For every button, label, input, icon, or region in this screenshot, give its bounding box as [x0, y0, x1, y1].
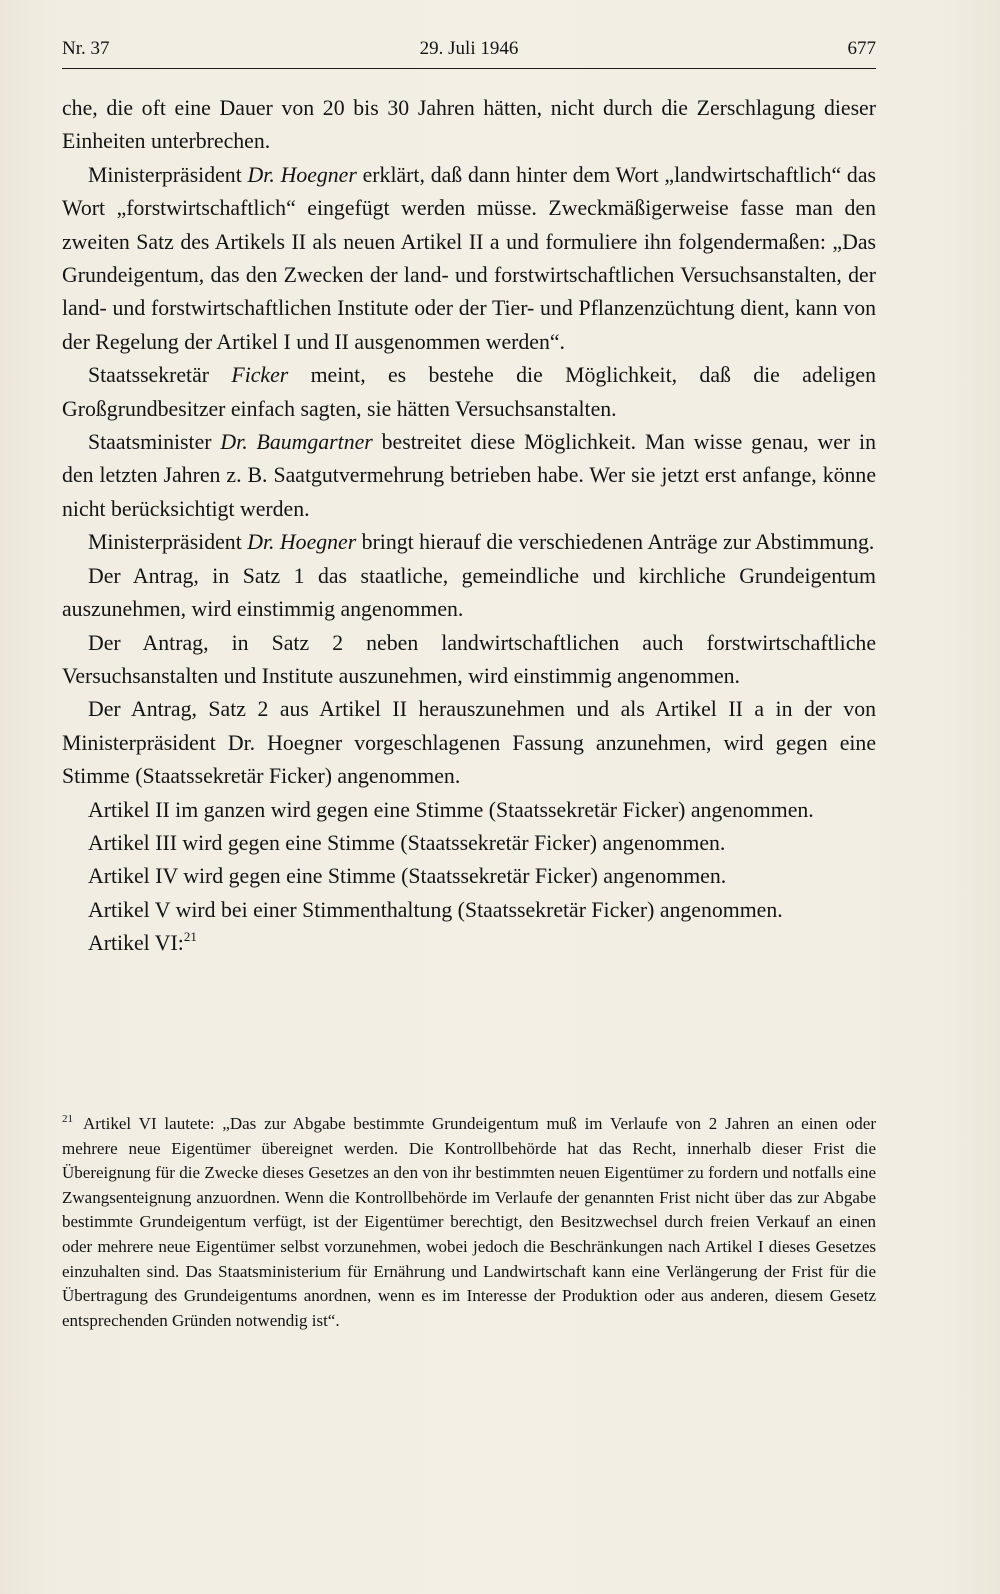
paragraph: Artikel IV wird gegen eine Stimme (Staatssekretär Ficker) angenommen. [88, 864, 727, 889]
running-header [62, 38, 876, 68]
header-rule [62, 68, 876, 69]
paragraph: Staatssekretär Ficker meint, es bestehe die Möglichkeit, daß die adeligen Großgrundbesitzer einfach sagten, sie hätten Versuchsanstalten. [62, 363, 876, 421]
paragraph: Artikel II im ganzen wird gegen eine Stimme (Staatssekretär Ficker) angenommen. [88, 797, 814, 822]
issue-number: Nr. 37 [62, 38, 110, 59]
footnote-marker: 21 [62, 1113, 73, 1125]
paragraph: Ministerpräsident Dr. Hoegner erklärt, daß dann hinter dem Wort „landwirtschaftlich“ das Wort „forstwirtschaftlich“ eingefügt werden müsse. Zweckmäßigerweise fasse man den zweiten Satz des Artikels II als neuen Artikel II a und formuliere ihn folgendermaßen: „Das Grundeigentum, das den Zwecken der land- und forstwirtschaftlichen Versuchsanstalten, der land- und forstwirtschaftlichen Institute oder der Tier- und Pflanzenzüchtung dient, kann von der Regelung der Artikel I und II ausgenommen werden“. [62, 162, 876, 354]
paragraph: Staatsminister Dr. Baumgartner bestreitet diese Möglichkeit. Man wisse genau, wer in den letzten Jahren z. B. Saatgutvermehrung betrieben habe. Wer sie jetzt erst anfange, könne nicht berücksichtigt werden. [62, 430, 877, 521]
footnote-text: Artikel VI lautete: „Das zur Abgabe bestimmte Grundeigentum muß im Verlaufe von 2 Jahren an einen oder mehrere neue Eigentümer übereignet werden. Die Kontrollbehörde hat das Recht, innerhalb dieser Frist die Übereignung für die Zwecke dieses Gesetzes an den von ihr bestimmten neuen Eigentümer zu fordern und notfalls eine Zwangsenteignung anzuordnen. Wenn die Kontrollbehörde im Verlaufe der genannten Frist nicht über das zur Abgabe bestimmte Grundeigentum verfügt, ist der Eigentümer berechtigt, den Besitzwechsel durch freien Verkauf an einen oder mehrere neue Eigentümer selbst vorzunehmen, wobei jedoch die Beschränkungen nach Artikel I dieses Gesetzes einzuhalten sind. Das Staatsministerium für Ernährung und Landwirtschaft kann eine Verlängerung der Frist für die Übertragung des Grundeigentums anordnen, wenn es im Interesse der Produktion oder aus anderen, diesem Gesetz entsprechenden Gründen notwendig ist“. [62, 1114, 876, 1330]
body-text [62, 92, 876, 961]
paragraph: che, die oft eine Dauer von 20 bis 30 Jahren hätten, nicht durch die Zerschlagung dieser Einheiten unterbrechen. [62, 96, 876, 154]
header-date: 29. Juli 1946 [419, 38, 519, 59]
speaker-name: Dr. Baumgartner [220, 430, 373, 455]
footnote-reference: 21 [183, 929, 197, 945]
paragraph: Ministerpräsident Dr. Hoegner bringt hierauf die verschiedenen Anträge zur Abstimmung. [88, 530, 875, 555]
paragraph: Artikel V wird bei einer Stimmenthaltung (Staatssekretär Ficker) angenommen. [88, 897, 783, 922]
speaker-name: Ficker [231, 363, 289, 388]
page-number: 677 [847, 38, 876, 59]
speaker-name: Dr. Hoegner [247, 162, 357, 187]
speaker-name: Dr. Hoegner [247, 530, 357, 555]
paragraph: Der Antrag, in Satz 2 neben landwirtschaftlichen auch forstwirtschaftliche Versuchsanstalten und Institute auszunehmen, wird einstimmig angenommen. [62, 630, 876, 688]
footnote [62, 1112, 876, 1333]
paragraph: Artikel III wird gegen eine Stimme (Staatssekretär Ficker) angenommen. [88, 830, 726, 855]
paragraph: Der Antrag, Satz 2 aus Artikel II herauszunehmen und als Artikel II a in der von Ministerpräsident Dr. Hoegner vorgeschlagenen Fassung anzunehmen, wird gegen eine Stimme (Staatssekretär Ficker) angenommen. [62, 697, 876, 789]
paragraph: Der Antrag, in Satz 1 das staatliche, gemeindliche und kirchliche Grundeigentum auszunehmen, wird einstimmig angenommen. [62, 563, 876, 622]
paragraph: Artikel VI:$^{21}$ [88, 929, 197, 956]
